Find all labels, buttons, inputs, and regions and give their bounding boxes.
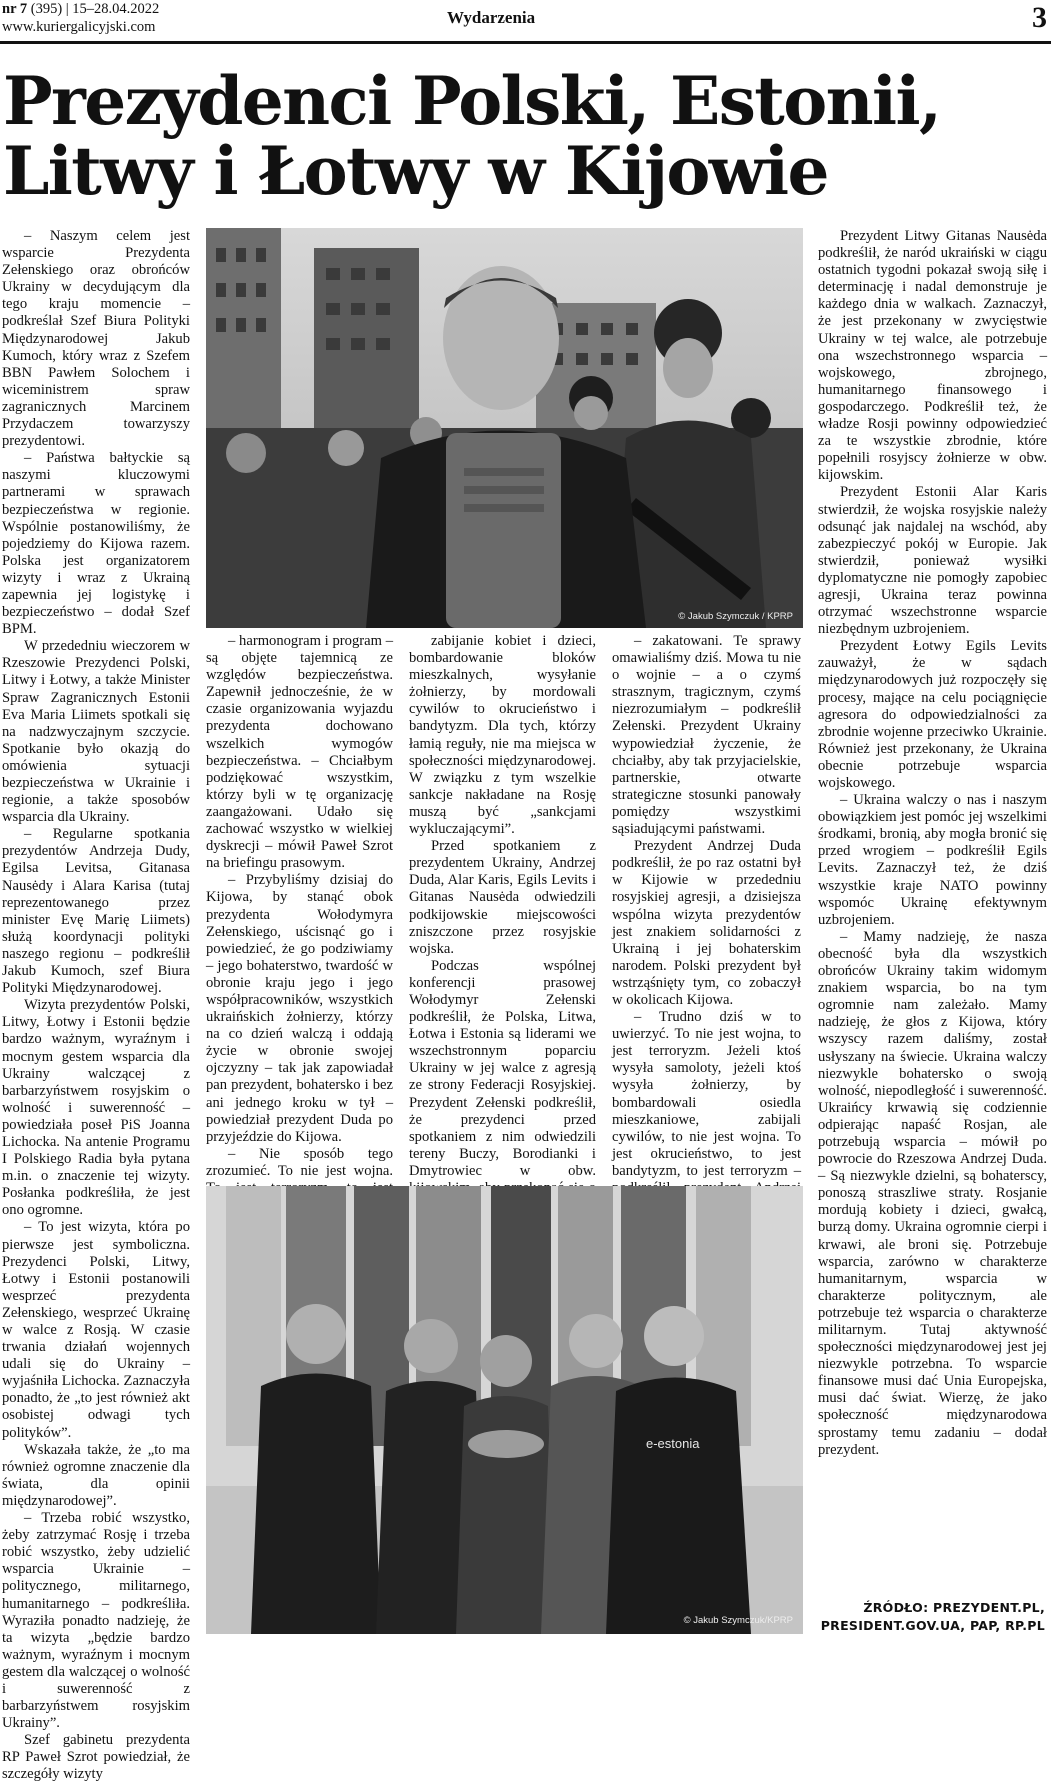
paragraph: Prezydent Estonii Alar Karis stwierdził, że wojska rosyjskie należy odsunąć jak najdalej na wschód, aby zabezpieczyć pokój w Europie. Jak stwierdził, ponieważ wysiłki dyplomatyczne nie pomogły zapobiec agresji, Ukraina teraz powinna otrzymać wszechstronne wsparcie niezbędnym uzbrojeniem. <box>818 484 1047 638</box>
paragraph: – harmonogram i program – są objęte tajemnicą ze względów bezpieczeństwa. Zapewnił jednocześnie, że w czasie organizowania wyjazdu prezydenta dochowano wszelkich wymogów bezpieczeństwa. – Chciałbym podziękować wszystkim, którzy byli w tę organizację zaangażowani. Udało się zachować wszystko w wielkiej dyskrecji – mówił Paweł Szrot na briefingu prasowym. <box>206 633 393 872</box>
issue-number: nr 7 <box>2 1 28 17</box>
paragraph: – Mamy nadzieję, że nasza obecność była dla wszystkich obrońców Ukrainy takim widomym znakiem wsparcia, bo na tym ogromnie nam zależało. Mamy nadzieję, że głos z Kijowa, który wszyscy razem daliśmy, został usłyszany na świecie. Ukraina walczy niezwykle bohatersko o swoją wolność, niepodległość i suwerenność. Ukraińcy krwawią się codziennie odpierając napaść Rosjan, ale potrzebują wsparcia – mówił po powrocie do Rzeszowa Andrzej Duda. – Są niezwykle dzielni, są bohaterscy, ponoszą straszliwe straty. Rosjanie mordują kobiety i dzieci, gwałcą, burzą domy. Ukraina ogromnie cierpi i krwawi, ale broni się. Potrzebuje wsparcia, zarówno w charakterze humanitarnym, wsparcia w charakterze politycznym, ale potrzebuje też wsparcia o charakterze militarnym. Tutaj aktywność społeczności międzynarodowej jest jej niezwykle potrzebna. To wsparcie finansowe musi dać Unia Europejska, musi dać świat. Wierzę, że jako społeczność międzynarodowa sprostamy temu zadaniu – dodał prezydent. <box>818 928 1047 1458</box>
paragraph: W przededniu wieczorem w Rzeszowie Prezydenci Polski, Litwy i Łotwy, a także Minister Spraw Zagranicznych Estonii Eva Maria Liimets spotkali się na nadzwyczajnym szczycie. Spotkanie było okazją do omówienia sytuacji bezpieczeństwa w Ukrainie i regionie, a także sposobów wsparcia dla Ukrainy. <box>2 638 190 826</box>
paragraph: – Państwa bałtyckie są naszymi kluczowymi partnerami w sprawach bezpieczeństwa w regionie. Wspólnie postanowiliśmy, że pojedziemy do Kijowa razem. Polska jest organizatorem wizyty i wraz z Ukrainą zapewnia jej logistykę i bezpieczeństwo – dodał Szef BPM. <box>2 450 190 638</box>
article-column-1 <box>2 228 190 1783</box>
source-credit <box>821 1599 1045 1635</box>
paragraph: – Trzeba robić wszystko, żeby zatrzymać Rosję i trzeba robić wszystko, żeby udzielić wsparcia Ukrainie – politycznego, militarnego, humanitarnego – podkreśliła. Wyraziła ponadto nadzieję, że ta wizyta „będzie bardzo ważnym, wyraźnym i mocnym gestem dla walczącej o wolność i suwerenność z barbarzyństwem rosyjskim Ukrainy”. <box>2 1510 190 1732</box>
paragraph: Prezydent Litwy Gitanas Nausėda podkreślił, że naród ukraiński w ciągu ostatnich tygodni pokazał swoją siłę i determinację i nadal demonstruje je każdego dnia w walkach. Zaznaczył, że jest przekonany w zwycięstwie Ukrainy w tej walce, ale potrzebuje ona wszechstronnego wsparcia – wojskowego, zbrojnego, humanitarnego finansowego i gospodarczego. Podkreślił też, że władze Rosji powinny odpowiedzieć za te wszystkie zbrodnie, które popełnili rosyjscy żołnierze w obw. kijowskim. <box>818 228 1047 484</box>
header-rule <box>0 41 1051 44</box>
paragraph: – Nie sposób tego zrozumieć. To nie jest wojna. <box>206 1145 393 1179</box>
body-armor-vest <box>446 433 561 628</box>
paragraph: Podczas wspólnej konferencji prasowej Wołodymyr Zełenski podkreślił, że Polska, Litwa, Łotwa i Estonia są liderami we wszechstronnym poparciu Ukrainy w jej walce z agresją ze strony Federacji Rosyjskiej. Prezydent Zełenski podkreślił, że prezydenci przed spotkaniem z nim odwiedzili tereny Buczy, Borodianki i Dmytrowiec w obw. <box>409 957 596 1179</box>
paragraph: Wizyta prezydentów Polski, Litwy, Łotwy i Estonii będzie bardzo ważnym, wyraźnym i mocnym gestem wsparcia dla Ukrainy walczącej z barbarzyństwem rosyjskim o wolność i suwerenność – powiedziała poseł PiS Joanna Lichocka. Na antenie Programu I Polskiego Radia była pytana m.in. o znaczenie tej wizyty. Posłanka podkreśliła, że jest ono ogromne. <box>2 997 190 1219</box>
issue-info <box>2 1 159 18</box>
paragraph: – Ukraina walczy o nas i naszym obowiązkiem jest pomóc jej wszelkimi środkami, bronią, aby mogła bronić się przed wrogiem – podkreślił Egils Levits. Zaznaczył też, że dziś wszystkie kraje NATO powinny wspomóc Ukrainę efektywnym uzbrojeniem. <box>818 792 1047 928</box>
paragraph: – Regularne spotkania prezydentów Andrzeja Dudy, Egilsa Levitsa, Gitanasa Nausėdy i Alara Karisa (tutaj reprezentowanego przez minister Evę Marię Liimets) służą koordynacji polityki naszego regionu – podkreślił Jakub Kumoch, szef Biura Polityki Międzynarodowej. <box>2 826 190 997</box>
section-title: Wydarzenia <box>447 8 536 27</box>
paragraph: Szef gabinetu prezydenta RP Paweł Szrot powiedział, że szczegóły wizyty <box>2 1732 190 1783</box>
source-line-2: PRESIDENT.GOV.UA, PAP, RP.PL <box>820 1618 1045 1633</box>
paragraph: – zakatowani. Te sprawy omawialiśmy dziś. Mowa tu nie o wojnie – a o czymś strasznym, tragicznym, czymś niezrozumiałym – podkreślił Zełenski. Prezydent Ukrainy wypowiedział życzenie, że chciałby, aby tak przyjacielskie, partnerskie, otwarte strategiczne stosunki panowały pomiędzy wszystkimi sąsiadującymi państwami. <box>612 633 801 838</box>
issue-date: (395) | 15–28.04.2022 <box>27 1 160 17</box>
page-number: 3 <box>1032 1 1047 34</box>
paragraph: – Naszym celem jest wsparcie Prezydenta Zełenskiego oraz obrońców Ukrainy w decydującym dla tego kraju momencie – podkreślał Szef Biura Polityki Międzynarodowej Jakub Kumoch, który wraz z Szefem BBN Pawłem Solochem i wiceministrem spraw zagranicznych Marcinem Przydaczem towarzyszy prezydentowi. <box>2 228 190 450</box>
bottom-photo <box>206 1186 803 1634</box>
top-photo <box>206 228 803 628</box>
person-karis <box>606 1378 751 1635</box>
site-url[interactable]: www.kuriergalicyjski.com <box>2 19 156 35</box>
source-line-1: ŹRÓDŁO: PREZYDENT.PL, <box>863 1600 1045 1615</box>
paragraph: Prezydent Andrzej Duda podkreślił, że po raz ostatni był w Kijowie w przededniu rosyjskiej agresji, a dzisiejsza wspólna wizyta prezydentów jest znakiem solidarności z Ukrainą i jej bohaterskim narodem. Polski prezydent był wstrząśnięty tym, co zobaczył w okolicach Kijowa. <box>612 838 801 1008</box>
paragraph: Przed spotkaniem z prezydentem Ukrainy, Andrzej Duda, Alar Karis, Egils Levits i Gitanas Nausėda odwiedzili podkijowskie miejscowości zniszczone przez rosyjskie wojska. <box>409 838 596 957</box>
sweater-text: e-estonia <box>646 1436 700 1451</box>
president-face <box>443 266 559 410</box>
paragraph: Prezydent Łotwy Egils Levits zauważył, że w sądach międzynarodowych już rozpoczęły się procesy, mające na celu pociągnięcie agresora do odpowiedzialności za zbrodnie wojenne przeciwko Ukrainie. Również jest przekonany, że Ukraina obecnie potrzebuje wsparcia wojskowego. <box>818 638 1047 791</box>
paragraph: zabijanie kobiet i dzieci, bombardowanie bloków mieszkalnych, wysyłanie żołnierzy, by mordowali cywilów to okrucieństwo i bandytyzm. Dla tych, którzy łamią reguły, nie ma miejsca w społeczności międzynarodowej. W związku z tym wszelkie sankcje nakładane na Rosję muszą być „sankcjami wykluczającymi”. <box>409 633 596 838</box>
paragraph: – To jest wizyta, która po pierwsze jest symboliczna. Prezydenci Polski, Litwy, Łotwy i Estonii postanowili wesprzeć prezydenta Zełenskiego, wesprzeć Ukrainę w walce z Rosją. W czasie trwania działań wojennych udali się do Ukrainy – wyjaśniła Lichocka. Zaznaczyła ponadto, że „to jest również akt osobistej odwagi tych polityków”. <box>2 1219 190 1441</box>
bottom-photo-image <box>206 1186 803 1634</box>
article-headline: Prezydenci Polski, Estonii, Litwy i Łotwy w Kijowie <box>3 62 941 210</box>
joined-hands <box>468 1430 544 1458</box>
article-column-4 <box>612 633 801 1179</box>
article-column-2 <box>206 633 393 1179</box>
article-column-3 <box>409 633 596 1179</box>
article-column-5 <box>818 228 1047 1598</box>
bottom-photo-credit: © Jakub Szymczuk/KPRP <box>683 1615 793 1626</box>
person-nauseda <box>251 1374 381 1635</box>
top-photo-image <box>206 228 803 628</box>
paragraph: – Przybyliśmy dzisiaj do Kijowa, by stanąć obok prezydenta Wołodymyra Zełenskiego, uścisnąć go i powiedzieć, że go podziwiamy – jego bohaterstwo, twardość w obronie kraju jego i jego współpracowników, wszystkich ukraińskich żołnierzy, którzy na co dzień walczą i oddają życie w obronie swojej ojczyzny – tak jak zapowiadał pan prezydent, bohatersko i bez ani jednego kroku w tył – powiedział prezydent Duda po przyjeździe do Kijowa. <box>206 872 393 1145</box>
page-header <box>0 0 1051 44</box>
top-photo-credit: © Jakub Szymczuk / KPRP <box>678 611 793 622</box>
paragraph: – Trudno dziś w to uwierzyć. To nie jest wojna, to jest terroryzm. Jeżeli ktoś wysyła samoloty, jeżeli ktoś wysyła żołnierzy, by bombardowali osiedla mieszkaniowe, zabijali cywilów, to nie jest wojna. To jest okrucieństwo, to jest bandytyzm, to jest terroryzm – <box>612 1009 801 1179</box>
paragraph: Wskazała także, że „to ma również ogromne znaczenie dla świata, dla opinii międzynarodowej”. <box>2 1441 190 1509</box>
